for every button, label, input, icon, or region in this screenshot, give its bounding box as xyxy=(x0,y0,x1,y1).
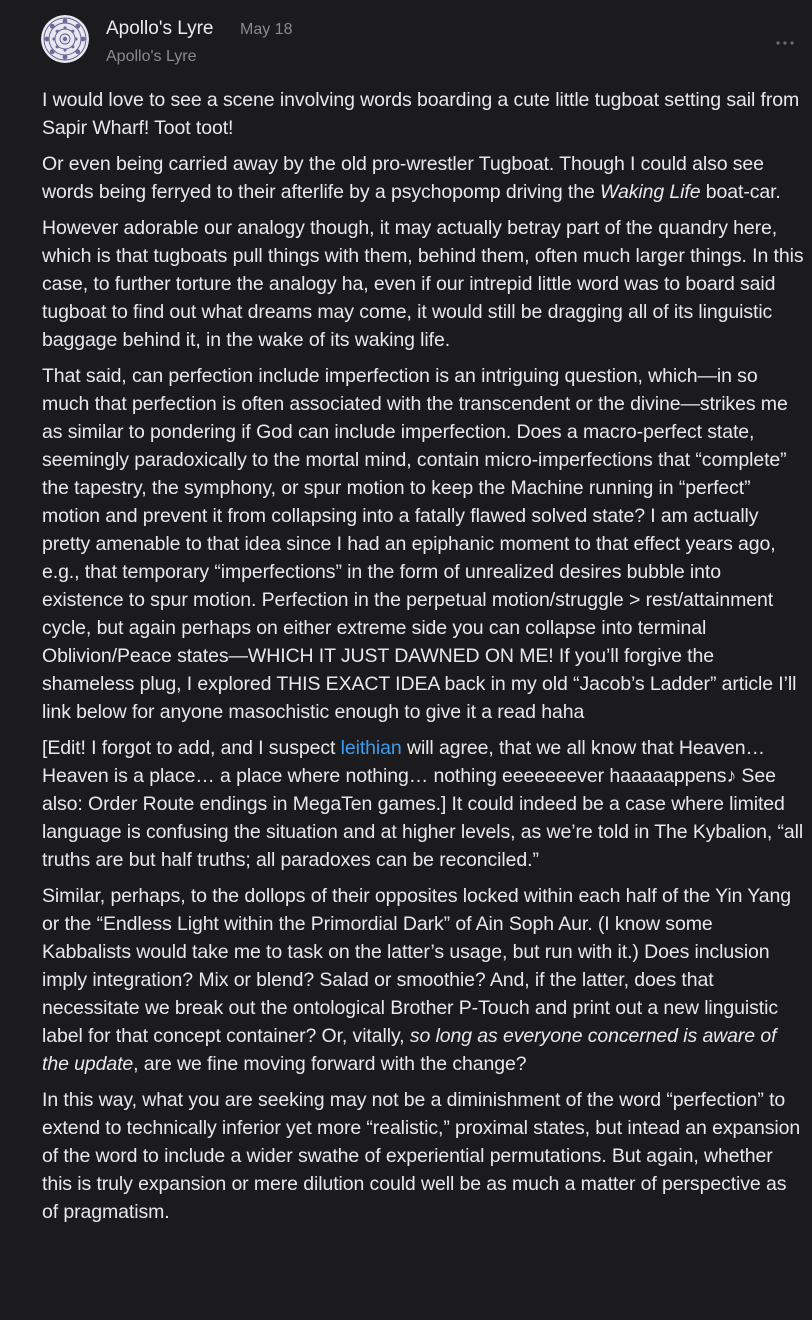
paragraph-2-italic: Waking Life xyxy=(600,181,701,203)
paragraph-6-text-end: , are we fine moving forward with the change? xyxy=(133,1053,527,1075)
paragraph-5 xyxy=(42,734,806,874)
paragraph-3: However adorable our analogy though, it may actually betray part of the quandry here, which is that tugboats pull things with them, behind them, often much larger things. In this case, to further torture the analogy ha, even if our intrepid little word was to board said tugboat to find out what dreams may come, it would still be dragging all of its linguistic baggage behind it, in the wake of its waking life. xyxy=(42,217,804,351)
paragraph-2-text-end: boat-car. xyxy=(700,181,781,203)
paragraph-4: That said, can perfection include imperfection is an intriguing question, which—in so much that perfection is often associated with the transcendent or the divine—strikes me as similar to pondering if God can include imperfection. Does a macro-perfect state, seemingly paradoxically to the mortal mind, contain micro-imperfections that “complete” the tapestry, the symphony, or spur motion to keep the Machine running in “perfect” motion and prevent it from collapsing into a fatally flawed solved state? I am actually pretty amenable to that idea since I had an epiphanic moment to that effect years ago, e.g., that temporary “imperfections” in the form of unrealized desires bubble into existence to spur motion. Perfection in the perpetual motion/struggle > rest/attainment cycle, but again perhaps on either extreme side you can collapse into terminal Oblivion/Peace states—WHICH IT JUST DAWNED ON ME! If you’ll forgive the shameless plug, I explored THIS EXACT IDEA back in my old “Jacob’s Ladder” article I’ll link below for anyone masochistic enough to give it a read haha xyxy=(42,365,797,723)
post-header xyxy=(0,0,812,78)
paragraph-2 xyxy=(42,150,806,206)
paragraph-6 xyxy=(42,882,806,1078)
mandala-avatar-icon xyxy=(41,15,89,63)
paragraph-5-text-end: will agree, that we all know that Heaven… Heaven is a place… a place where nothing… nothing eeeeeeever haaaaappens♪ See also: Order Route endings in MegaTen games.] It could indeed be a case where limited language is confusing the situation and at higher levels, as we’re told in The Kybalion, “all truths are but half truths; all paradoxes can be reconciled.” xyxy=(42,737,804,871)
avatar[interactable] xyxy=(41,15,89,63)
paragraph-7: In this way, what you are seeking may not be a diminishment of the word “perfection” to extend to technically inferior yet more “realistic,” proximal states, but intead an expansion of the word to include a wider swathe of experiential permutations. But again, whether this is truly expansion or mere dilution could well be as much a matter of perspective as of pragmatism. xyxy=(42,1089,801,1223)
author-handle[interactable]: Apollo's Lyre xyxy=(106,48,197,65)
more-options-ellipsis-icon xyxy=(772,30,798,56)
paragraph-2-text: Or even being carried away by the old pro-wrestler Tugboat. Though I could also see words being ferryed to their afterlife by a psychopomp driving the xyxy=(42,153,764,203)
user-mention-link[interactable]: leithian xyxy=(340,737,402,759)
post-body xyxy=(42,86,806,1234)
paragraph-5-text: [Edit! I forgot to add, and I suspect xyxy=(42,737,341,759)
more-options-button[interactable] xyxy=(772,30,798,56)
post-date[interactable]: May 18 xyxy=(240,21,293,38)
author-name[interactable]: Apollo's Lyre xyxy=(106,18,214,39)
paragraph-6-text: Similar, perhaps, to the dollops of their opposites locked within each half of the Yin Yang or the “Endless Light within the Primordial Dark” of Ain Soph Aur. (I know some Kabbalists would take me to task on the latter’s usage, but run with it.) Does inclusion imply integration? Mix or blend? Salad or smoothie? And, if the latter, does that necessitate we break out the ontological Brother P-Touch and print out a new linguistic label for that concept container? Or, vitally, xyxy=(42,885,791,1047)
paragraph-6-italic: so long as everyone concerned is aware of the update xyxy=(42,1025,777,1075)
paragraph-1: I would love to see a scene involving words boarding a cute little tugboat setting sail from Sapir Wharf! Toot toot! xyxy=(42,89,800,139)
